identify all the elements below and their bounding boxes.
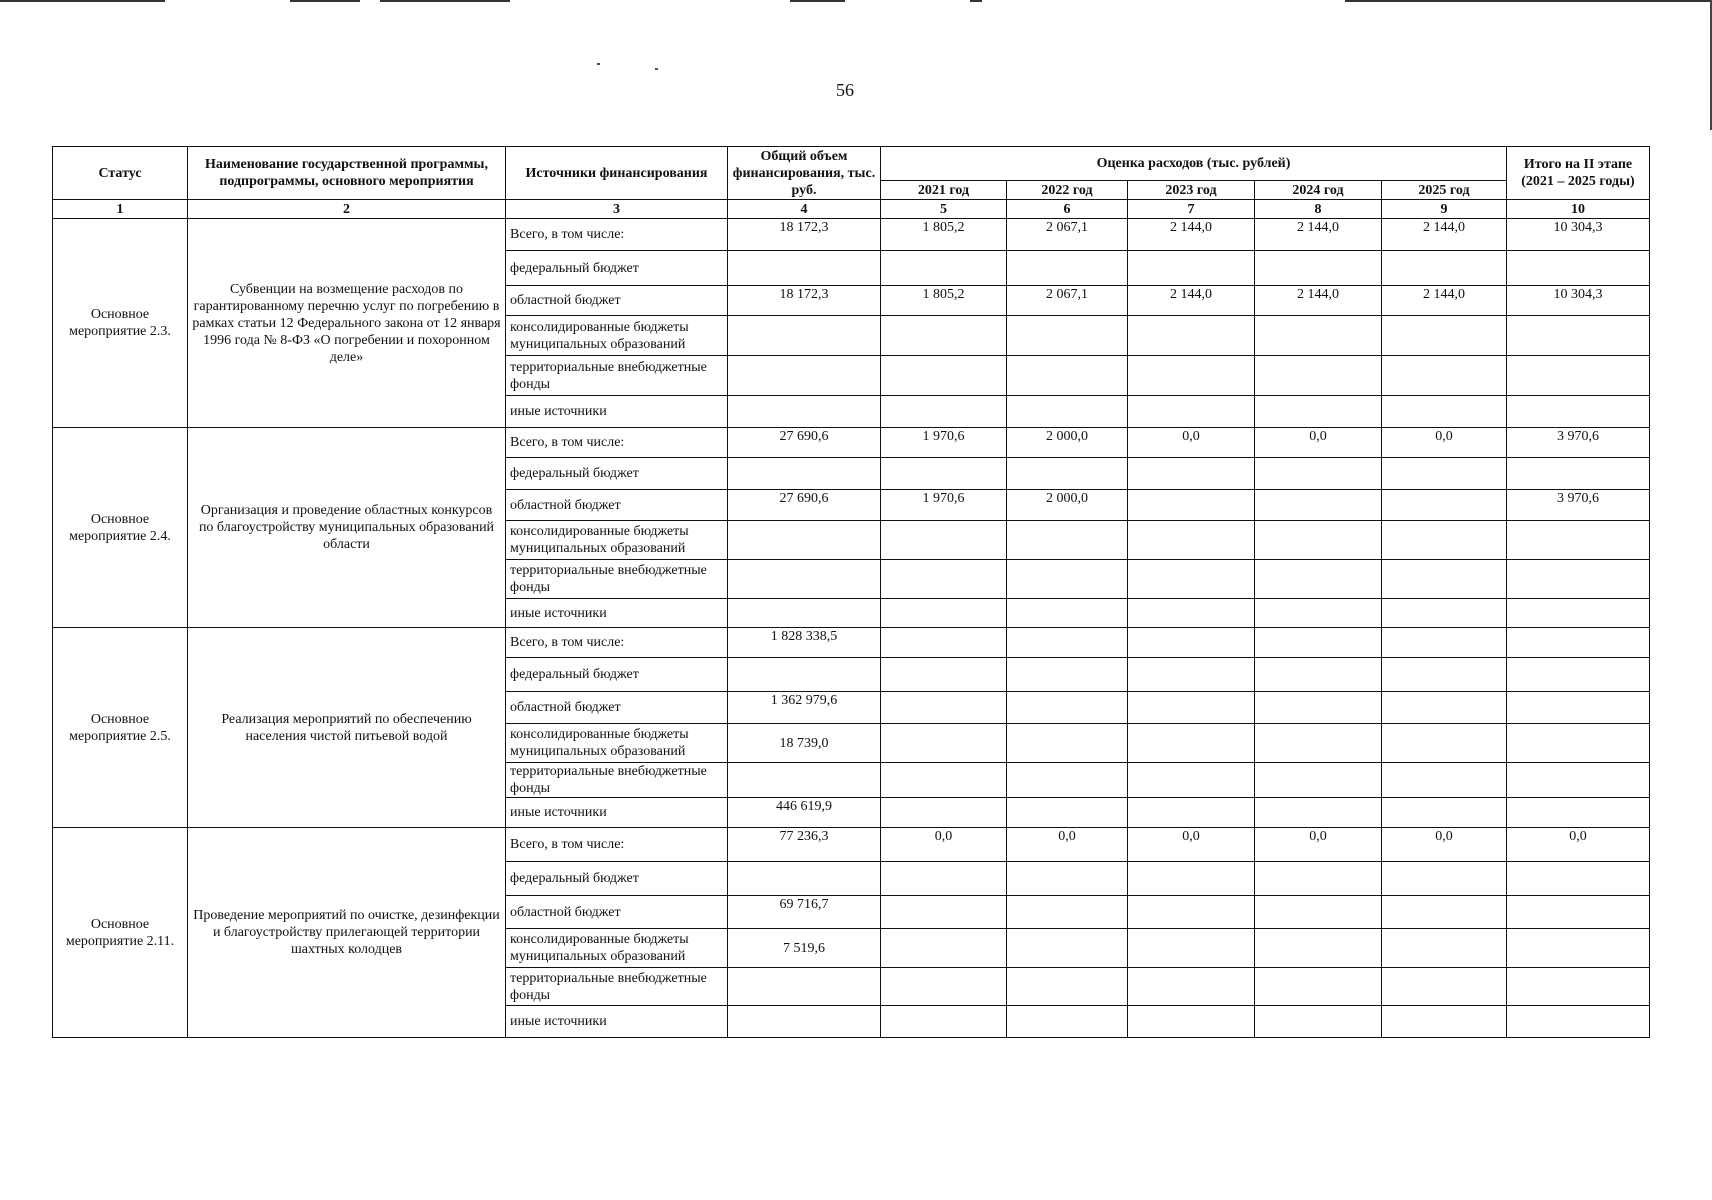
year-value-cell — [1007, 458, 1128, 490]
total-volume-cell: 27 690,6 — [728, 428, 881, 458]
funding-source-cell: консолидированные бюджеты муниципальных образований — [506, 929, 728, 968]
total-volume-cell — [728, 396, 881, 428]
funding-source-cell: консолидированные бюджеты муниципальных образований — [506, 316, 728, 356]
year-value-cell — [1128, 763, 1255, 798]
year-value-cell — [1128, 862, 1255, 896]
year-value-cell — [1382, 929, 1507, 968]
year-value-cell — [1382, 968, 1507, 1006]
table-row — [53, 219, 1650, 251]
year-value-cell — [1382, 560, 1507, 599]
funding-source-cell: федеральный бюджет — [506, 658, 728, 692]
year-value-cell — [1382, 316, 1507, 356]
year-value-cell: 1 970,6 — [881, 490, 1007, 521]
stage-total-cell: 3 970,6 — [1507, 428, 1650, 458]
year-value-cell — [1128, 521, 1255, 560]
table-row — [53, 628, 1650, 658]
year-value-cell — [1128, 798, 1255, 828]
stage-total-cell — [1507, 968, 1650, 1006]
year-value-cell — [881, 658, 1007, 692]
year-value-cell — [1128, 658, 1255, 692]
year-value-cell — [1255, 798, 1382, 828]
column-number: 4 — [728, 200, 881, 219]
year-value-cell — [1382, 862, 1507, 896]
year-value-cell — [1007, 724, 1128, 763]
total-volume-cell: 1 362 979,6 — [728, 692, 881, 724]
year-value-cell — [1007, 521, 1128, 560]
status-cell: Основное мероприятие 2.4. — [53, 428, 188, 628]
stage-total-cell — [1507, 458, 1650, 490]
program-name-cell: Организация и проведение областных конкурсов по благоустройству муниципальных образований области — [188, 428, 506, 628]
total-volume-cell — [728, 251, 881, 286]
year-value-cell: 2 144,0 — [1255, 219, 1382, 251]
scan-edge-line — [790, 0, 845, 2]
stage-total-cell — [1507, 251, 1650, 286]
funding-source-cell: консолидированные бюджеты муниципальных образований — [506, 724, 728, 763]
scan-edge-line — [290, 0, 360, 2]
year-value-cell — [881, 896, 1007, 929]
header-year: 2023 год — [1128, 181, 1255, 200]
year-value-cell — [1007, 599, 1128, 628]
table-row — [53, 428, 1650, 458]
year-value-cell: 1 805,2 — [881, 219, 1007, 251]
year-value-cell — [1128, 929, 1255, 968]
year-value-cell — [1128, 560, 1255, 599]
stage-total-cell — [1507, 356, 1650, 396]
year-value-cell: 0,0 — [1007, 828, 1128, 862]
total-volume-cell — [728, 458, 881, 490]
year-value-cell: 0,0 — [1128, 428, 1255, 458]
header-name: Наименование государственной программы, подпрограммы, основного мероприятия — [188, 147, 506, 200]
stage-total-cell — [1507, 1006, 1650, 1038]
year-value-cell: 2 067,1 — [1007, 286, 1128, 316]
year-value-cell: 1 970,6 — [881, 428, 1007, 458]
column-number: 3 — [506, 200, 728, 219]
year-value-cell — [1007, 692, 1128, 724]
year-value-cell: 2 144,0 — [1382, 286, 1507, 316]
year-value-cell — [1255, 896, 1382, 929]
total-volume-cell — [728, 356, 881, 396]
year-value-cell — [1382, 896, 1507, 929]
stage-total-cell — [1507, 692, 1650, 724]
year-value-cell — [1007, 356, 1128, 396]
funding-source-cell: федеральный бюджет — [506, 458, 728, 490]
year-value-cell — [1128, 356, 1255, 396]
year-value-cell — [1382, 658, 1507, 692]
year-value-cell: 2 144,0 — [1382, 219, 1507, 251]
year-value-cell — [1128, 692, 1255, 724]
program-name-cell: Реализация мероприятий по обеспечению населения чистой питьевой водой — [188, 628, 506, 828]
year-value-cell — [1255, 968, 1382, 1006]
funding-source-cell: Всего, в том числе: — [506, 428, 728, 458]
total-volume-cell: 7 519,6 — [728, 929, 881, 968]
year-value-cell — [1255, 521, 1382, 560]
year-value-cell — [1128, 490, 1255, 521]
year-value-cell — [881, 763, 1007, 798]
funding-source-cell: иные источники — [506, 396, 728, 428]
funding-source-cell: федеральный бюджет — [506, 862, 728, 896]
table-row — [53, 828, 1650, 862]
stage-total-cell — [1507, 599, 1650, 628]
year-value-cell — [1255, 458, 1382, 490]
stage-total-cell — [1507, 724, 1650, 763]
year-value-cell — [1382, 599, 1507, 628]
year-value-cell — [1255, 599, 1382, 628]
year-value-cell — [1382, 1006, 1507, 1038]
year-value-cell — [1128, 599, 1255, 628]
year-value-cell — [1255, 763, 1382, 798]
total-volume-cell: 69 716,7 — [728, 896, 881, 929]
funding-source-cell: Всего, в том числе: — [506, 219, 728, 251]
year-value-cell — [1007, 251, 1128, 286]
year-value-cell — [1007, 968, 1128, 1006]
budget-table-body — [53, 219, 1650, 1038]
year-value-cell: 2 067,1 — [1007, 219, 1128, 251]
funding-source-cell: областной бюджет — [506, 286, 728, 316]
column-number: 9 — [1382, 200, 1507, 219]
year-value-cell — [881, 929, 1007, 968]
year-value-cell: 1 805,2 — [881, 286, 1007, 316]
total-volume-cell — [728, 1006, 881, 1038]
header-status: Статус — [53, 147, 188, 200]
year-value-cell — [1007, 396, 1128, 428]
total-volume-cell — [728, 968, 881, 1006]
year-value-cell — [1128, 628, 1255, 658]
column-number: 10 — [1507, 200, 1650, 219]
stage-total-cell — [1507, 763, 1650, 798]
year-value-cell — [1255, 396, 1382, 428]
year-value-cell — [1255, 628, 1382, 658]
stage-total-cell — [1507, 560, 1650, 599]
stage-total-cell — [1507, 862, 1650, 896]
total-volume-cell: 27 690,6 — [728, 490, 881, 521]
funding-source-cell: территориальные внебюджетные фонды — [506, 968, 728, 1006]
stage-total-cell: 10 304,3 — [1507, 219, 1650, 251]
header-estimate: Оценка расходов (тыс. рублей) — [881, 147, 1507, 181]
year-value-cell: 2 144,0 — [1255, 286, 1382, 316]
total-volume-cell: 77 236,3 — [728, 828, 881, 862]
year-value-cell — [881, 316, 1007, 356]
year-value-cell — [881, 798, 1007, 828]
year-value-cell — [1128, 724, 1255, 763]
year-value-cell — [1382, 521, 1507, 560]
column-number: 7 — [1128, 200, 1255, 219]
year-value-cell — [1007, 1006, 1128, 1038]
year-value-cell — [881, 599, 1007, 628]
total-volume-cell — [728, 521, 881, 560]
stage-total-cell — [1507, 798, 1650, 828]
budget-table — [52, 146, 1650, 1038]
year-value-cell — [1007, 798, 1128, 828]
year-value-cell — [1255, 251, 1382, 286]
total-volume-cell: 18 172,3 — [728, 286, 881, 316]
year-value-cell — [1382, 763, 1507, 798]
year-value-cell: 0,0 — [1382, 828, 1507, 862]
header-year: 2021 год — [881, 181, 1007, 200]
year-value-cell — [881, 251, 1007, 286]
year-value-cell — [1255, 490, 1382, 521]
stage-total-cell: 3 970,6 — [1507, 490, 1650, 521]
status-cell: Основное мероприятие 2.11. — [53, 828, 188, 1038]
funding-source-cell: областной бюджет — [506, 692, 728, 724]
stage-total-cell — [1507, 929, 1650, 968]
year-value-cell — [1007, 763, 1128, 798]
year-value-cell — [881, 628, 1007, 658]
year-value-cell — [1007, 316, 1128, 356]
column-number: 5 — [881, 200, 1007, 219]
total-volume-cell — [728, 763, 881, 798]
stage-total-cell — [1507, 316, 1650, 356]
total-volume-cell: 18 739,0 — [728, 724, 881, 763]
scan-edge-line — [380, 0, 510, 2]
year-value-cell — [1255, 692, 1382, 724]
year-value-cell — [1128, 316, 1255, 356]
funding-source-cell: территориальные внебюджетные фонды — [506, 560, 728, 599]
stage-total-cell — [1507, 521, 1650, 560]
year-value-cell: 0,0 — [1255, 828, 1382, 862]
header-year: 2022 год — [1007, 181, 1128, 200]
total-volume-cell: 446 619,9 — [728, 798, 881, 828]
funding-source-cell: Всего, в том числе: — [506, 828, 728, 862]
scan-speck — [655, 68, 658, 70]
year-value-cell — [1007, 896, 1128, 929]
year-value-cell — [1255, 929, 1382, 968]
program-name-cell: Проведение мероприятий по очистке, дезинфекции и благоустройству прилегающей территории шахтных колодцев — [188, 828, 506, 1038]
year-value-cell — [881, 521, 1007, 560]
year-value-cell: 2 000,0 — [1007, 490, 1128, 521]
status-cell: Основное мероприятие 2.5. — [53, 628, 188, 828]
year-value-cell — [1007, 929, 1128, 968]
year-value-cell — [1255, 658, 1382, 692]
year-value-cell — [1382, 724, 1507, 763]
year-value-cell: 2 144,0 — [1128, 219, 1255, 251]
year-value-cell — [1128, 968, 1255, 1006]
stage-total-cell — [1507, 896, 1650, 929]
funding-source-cell: областной бюджет — [506, 490, 728, 521]
year-value-cell — [881, 968, 1007, 1006]
year-value-cell — [1128, 1006, 1255, 1038]
column-number-row — [53, 200, 1650, 219]
page-number: 56 — [836, 80, 854, 100]
header-year: 2025 год — [1382, 181, 1507, 200]
year-value-cell — [1382, 356, 1507, 396]
header-stage-total: Итого на II этапе (2021 – 2025 годы) — [1507, 147, 1650, 200]
stage-total-cell — [1507, 628, 1650, 658]
year-value-cell — [881, 692, 1007, 724]
total-volume-cell — [728, 560, 881, 599]
total-volume-cell: 1 828 338,5 — [728, 628, 881, 658]
year-value-cell — [1255, 356, 1382, 396]
total-volume-cell — [728, 862, 881, 896]
year-value-cell — [881, 1006, 1007, 1038]
funding-source-cell: территориальные внебюджетные фонды — [506, 763, 728, 798]
funding-source-cell: областной бюджет — [506, 896, 728, 929]
status-cell: Основное мероприятие 2.3. — [53, 219, 188, 428]
year-value-cell: 0,0 — [1255, 428, 1382, 458]
year-value-cell: 0,0 — [1128, 828, 1255, 862]
stage-total-cell — [1507, 396, 1650, 428]
stage-total-cell — [1507, 658, 1650, 692]
year-value-cell — [1382, 396, 1507, 428]
scan-speck — [597, 63, 600, 65]
year-value-cell — [881, 560, 1007, 599]
year-value-cell — [1007, 628, 1128, 658]
total-volume-cell: 18 172,3 — [728, 219, 881, 251]
header-year: 2024 год — [1255, 181, 1382, 200]
stage-total-cell: 0,0 — [1507, 828, 1650, 862]
year-value-cell — [881, 356, 1007, 396]
year-value-cell: 2 144,0 — [1128, 286, 1255, 316]
header-sources: Источники финансирования — [506, 147, 728, 200]
column-number: 2 — [188, 200, 506, 219]
funding-source-cell: территориальные внебюджетные фонды — [506, 356, 728, 396]
year-value-cell — [1255, 560, 1382, 599]
year-value-cell — [1128, 896, 1255, 929]
funding-source-cell: консолидированные бюджеты муниципальных образований — [506, 521, 728, 560]
year-value-cell: 0,0 — [1382, 428, 1507, 458]
stage-total-cell: 10 304,3 — [1507, 286, 1650, 316]
year-value-cell — [1007, 560, 1128, 599]
total-volume-cell — [728, 316, 881, 356]
column-number: 8 — [1255, 200, 1382, 219]
year-value-cell — [881, 396, 1007, 428]
column-number: 1 — [53, 200, 188, 219]
year-value-cell — [1128, 251, 1255, 286]
year-value-cell — [1382, 798, 1507, 828]
year-value-cell — [1382, 458, 1507, 490]
year-value-cell — [1255, 316, 1382, 356]
funding-source-cell: федеральный бюджет — [506, 251, 728, 286]
year-value-cell — [1382, 490, 1507, 521]
year-value-cell — [1255, 724, 1382, 763]
scan-edge-line — [0, 0, 165, 2]
year-value-cell: 2 000,0 — [1007, 428, 1128, 458]
year-value-cell — [1007, 658, 1128, 692]
funding-source-cell: иные источники — [506, 798, 728, 828]
year-value-cell — [881, 862, 1007, 896]
year-value-cell — [1382, 628, 1507, 658]
program-name-cell: Субвенции на возмещение расходов по гарантированному перечню услуг по погребению в рамках статьи 12 Федерального закона от 12 января 1996 года № 8-ФЗ «О погребении и похоронном деле» — [188, 219, 506, 428]
year-value-cell — [1128, 458, 1255, 490]
total-volume-cell — [728, 599, 881, 628]
column-number: 6 — [1007, 200, 1128, 219]
year-value-cell: 0,0 — [881, 828, 1007, 862]
total-volume-cell — [728, 658, 881, 692]
year-value-cell — [881, 458, 1007, 490]
funding-source-cell: Всего, в том числе: — [506, 628, 728, 658]
funding-source-cell: иные источники — [506, 1006, 728, 1038]
year-value-cell — [1007, 862, 1128, 896]
funding-source-cell: иные источники — [506, 599, 728, 628]
scan-edge-line — [1345, 0, 1712, 2]
year-value-cell — [1128, 396, 1255, 428]
scan-edge-line — [970, 0, 982, 2]
year-value-cell — [1255, 1006, 1382, 1038]
year-value-cell — [1382, 251, 1507, 286]
year-value-cell — [1382, 692, 1507, 724]
header-total-volume: Общий объем финансирования, тыс. руб. — [728, 147, 881, 200]
year-value-cell — [881, 724, 1007, 763]
year-value-cell — [1255, 862, 1382, 896]
